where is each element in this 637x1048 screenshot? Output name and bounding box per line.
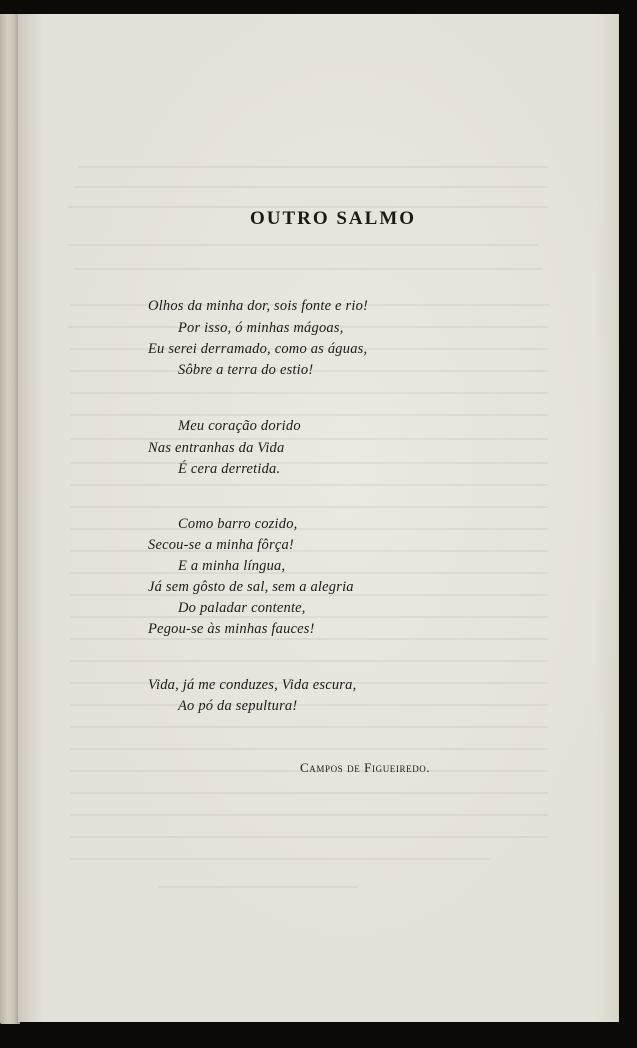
poem-line: Pegou-se às minhas fauces! xyxy=(148,621,315,637)
poem-line: Ao pó da sepultura! xyxy=(178,698,298,714)
author-signature: Campos de Figueiredo. xyxy=(300,760,431,775)
poem-line: É cera derretida. xyxy=(178,461,281,477)
poem-line: Eu serei derramado, como as águas, xyxy=(148,341,368,357)
poem-line: Nas entranhas da Vida xyxy=(148,440,285,456)
book-page xyxy=(18,14,618,1022)
poem-line: Por isso, ó minhas mágoas, xyxy=(178,320,344,336)
previous-page-edge xyxy=(0,14,20,1024)
poem-line: Vida, já me conduzes, Vida escura, xyxy=(148,677,357,693)
poem-line: Como barro cozido, xyxy=(178,516,298,532)
show-through-text xyxy=(18,14,618,1022)
poem-title: OUTRO SALMO xyxy=(249,208,417,229)
poem-line: Meu coração dorido xyxy=(178,418,301,434)
poem-line: Olhos da minha dor, sois fonte e rio! xyxy=(148,298,369,314)
poem-line: Secou-se a minha fôrça! xyxy=(148,537,294,553)
poem-line: Já sem gôsto de sal, sem a alegria xyxy=(148,579,354,595)
poem-line: Do paladar contente, xyxy=(178,600,306,616)
poem-line: E a minha língua, xyxy=(178,558,286,574)
poem-line: Sôbre a terra do estio! xyxy=(178,362,314,378)
